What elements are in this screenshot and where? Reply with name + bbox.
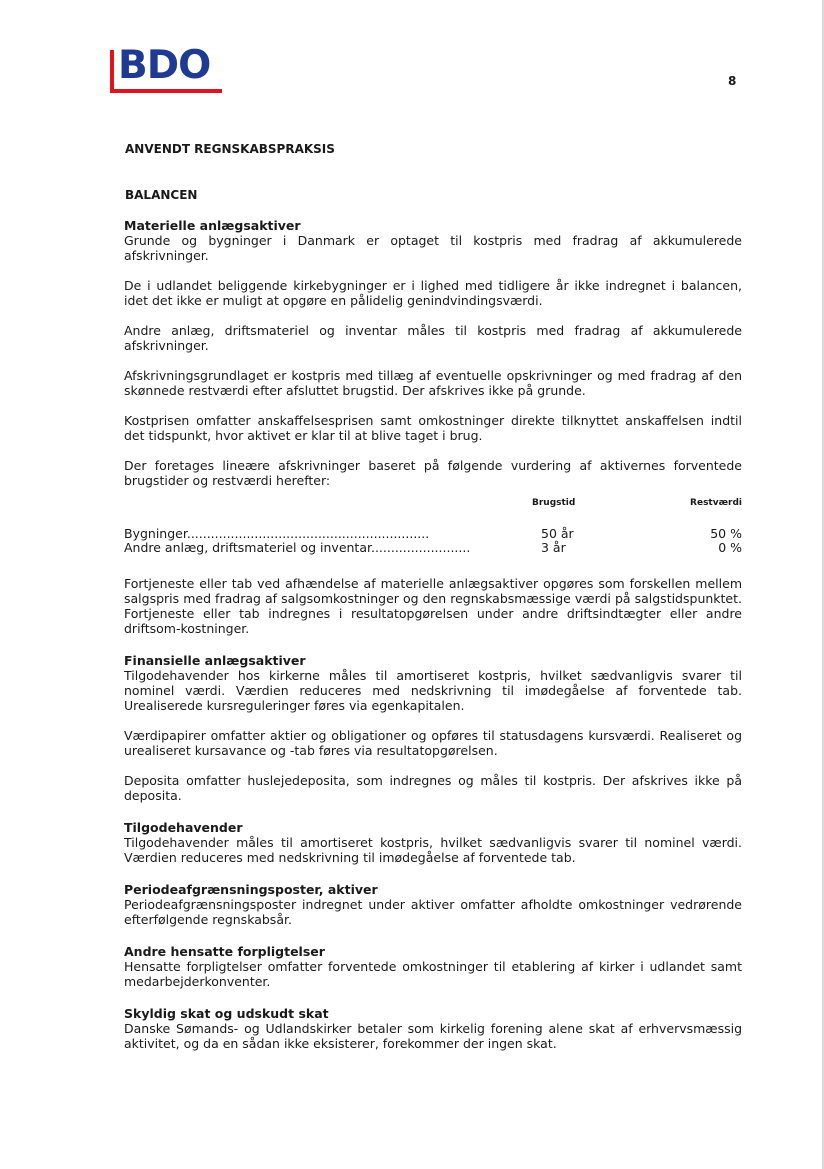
paragraph: De i udlandet beliggende kirkebygninger er i lighed med tidligere år ikke indregnet i balancen, idet det ikke er muligt at opgøre en pålidelig genindvindingsværdi. [124, 278, 742, 308]
row-restvaerdi: 0 % [718, 540, 742, 555]
bdo-logo [110, 44, 226, 94]
finansielle-section [124, 653, 742, 803]
periode-section [124, 882, 742, 927]
paragraph: Hensatte forpligtelser omfatter forventede omkostninger til etablering af kirker i udlandet samt medarbejderkonventer. [124, 959, 742, 989]
finansielle-heading: Finansielle anlægsaktiver [124, 653, 306, 668]
section-title: BALANCEN [125, 188, 198, 202]
paragraph: Danske Sømands- og Udlandskirker betaler som kirkelig forening alene skat af erhvervsmæssig aktivitet, og da en sådan ikke eksisterer, forekommer der ingen skat. [124, 1021, 742, 1051]
logo-bar [110, 50, 114, 90]
paragraph: Grunde og bygninger i Danmark er optaget til kostpris med fradrag af akkumulerede afskrivninger. [124, 233, 742, 263]
skat-heading: Skyldig skat og udskudt skat [124, 1006, 329, 1021]
row-brugstid: 50 år [541, 526, 574, 541]
paragraph: Periodeafgrænsningsposter indregnet under aktiver omfatter afholdte omkostninger vedrørende efterfølgende regnskabsår. [124, 897, 742, 927]
paragraph: Værdipapirer omfatter aktier og obligationer og opføres til statusdagens kursværdi. Realiseret og urealiseret kursavance og -tab føres via resultatopgørelsen. [124, 728, 742, 758]
column-header-restvaerdi: Restværdi [690, 498, 742, 508]
tilgodehavender-heading: Tilgodehavender [124, 820, 243, 835]
row-restvaerdi: 50 % [710, 526, 742, 541]
paragraph: Andre anlæg, driftsmateriel og inventar måles til kostpris med fradrag af akkumulerede afskrivninger. [124, 323, 742, 353]
row-label: Andre anlæg, driftsmateriel og inventar......................... [124, 540, 471, 555]
andre-section [124, 944, 742, 989]
paragraph: Fortjeneste eller tab ved afhændelse af materielle anlægsaktiver opgøres som forskellen mellem salgspris med fradrag af salgsomkostninger og den regnskabsmæssige værdi på salgstidspunktet. Fortjeneste eller tab indregnes i resultatopgørelsen under andre driftsindtægter eller andre driftsom-kostninger. [124, 576, 742, 636]
depreciation-table [124, 492, 742, 560]
tilgodehavender-section [124, 820, 742, 865]
materielle-heading: Materielle anlægsaktiver [124, 218, 301, 233]
paragraph: Deposita omfatter huslejedeposita, som indregnes og måles til kostpris. Der afskrives ikke på deposita. [124, 773, 742, 803]
andre-heading: Andre hensatte forpligtelser [124, 944, 325, 959]
logo-underline [110, 89, 222, 93]
skat-section [124, 1006, 742, 1051]
logo-text: BDO [118, 43, 211, 88]
row-brugstid: 3 år [541, 540, 566, 555]
page-title: ANVENDT REGNSKABSPRAKSIS [125, 142, 335, 156]
paragraph: Tilgodehavender måles til amortiseret kostpris, hvilket sædvanligvis svarer til nominel værdi. Værdien reduceres med nedskrivning til imødegåelse af forventede tab. [124, 835, 742, 865]
paragraph: Tilgodehavender hos kirkerne måles til amortiseret kostpris, hvilket sædvanligvis svarer til nominel værdi. Værdien reduceres med nedskrivning til imødegåelse af forventede tab. Urealiserede kursreguleringer føres via egenkapitalen. [124, 668, 742, 713]
table-row [124, 540, 742, 555]
paragraph: Afskrivningsgrundlaget er kostpris med tillæg af eventuelle opskrivninger og med fradrag af den skønnede restværdi efter afsluttet brugstid. Der afskrives ikke på grunde. [124, 368, 742, 398]
page-number: 8 [728, 74, 737, 88]
periode-heading: Periodeafgrænsningsposter, aktiver [124, 882, 378, 897]
document-body [124, 218, 742, 1068]
column-header-brugstid: Brugstid [532, 498, 576, 508]
table-row [124, 526, 742, 541]
materielle-section [124, 218, 742, 636]
paragraph: Kostprisen omfatter anskaffelsesprisen samt omkostninger direkte tilknyttet anskaffelsen indtil det tidspunkt, hvor aktivet er klar til at blive taget i brug. [124, 413, 742, 443]
row-label: Bygninger............................................................. [124, 526, 430, 541]
paragraph: Der foretages lineære afskrivninger baseret på følgende vurdering af aktivernes forventede brugstider og restværdi herefter: [124, 458, 742, 488]
